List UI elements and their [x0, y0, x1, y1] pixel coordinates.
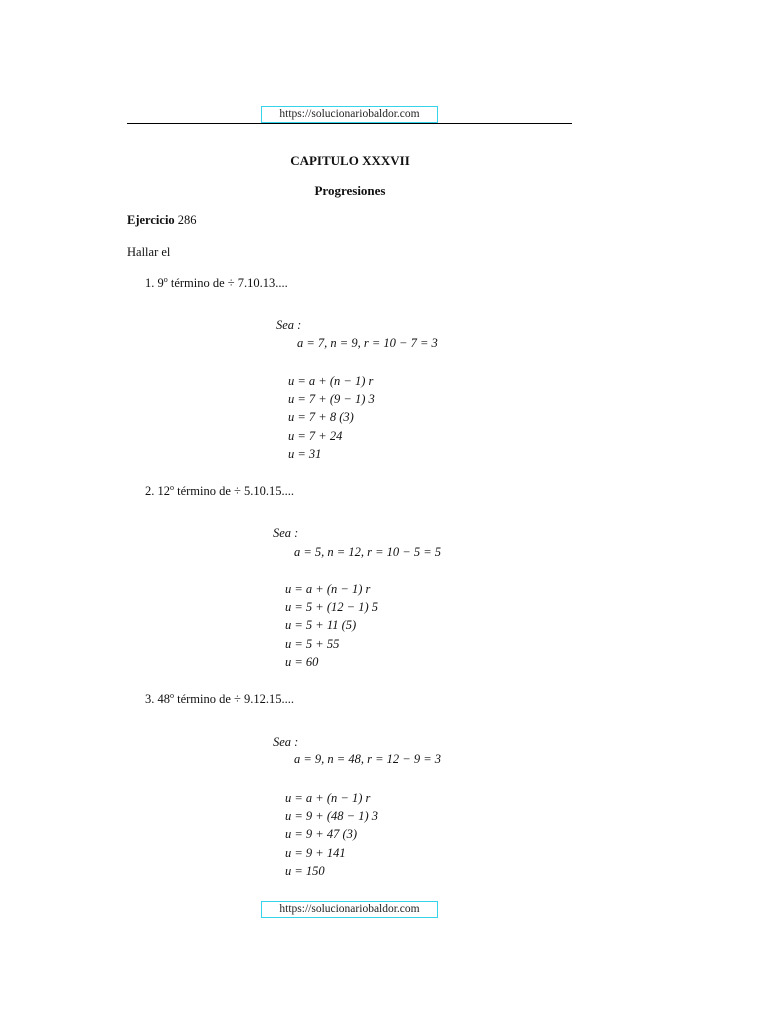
problem-2-given: a = 5, n = 12, r = 10 − 5 = 5	[294, 545, 442, 559]
problem-2-steps	[285, 580, 378, 671]
exercise-label: Ejercicio	[127, 213, 175, 227]
footer-link[interactable]: https://solucionariobaldor.com	[261, 901, 438, 918]
problem-ordinal: 12	[157, 484, 170, 499]
ordinal-mark: o	[170, 483, 174, 492]
problem-text: término de ÷ 9.12.15....	[174, 692, 295, 707]
problem-3-statement	[145, 691, 294, 707]
problem-number: 3.	[145, 692, 155, 707]
step-line: u = 5 + 11 (5)	[285, 618, 357, 633]
problem-ordinal: 9	[157, 276, 164, 291]
step-line: u = 5 + (12 − 1) 5	[285, 600, 379, 615]
step-line: u = 7 + 24	[288, 428, 343, 443]
problem-3-steps	[285, 789, 378, 880]
problem-1-given: a = 7, n = 9, r = 10 − 7 = 3	[297, 336, 438, 350]
chapter-title: CAPITULO XXXVII	[290, 153, 410, 168]
ordinal-mark: o	[163, 275, 168, 284]
step-line: u = 9 + (48 − 1) 3	[285, 809, 379, 824]
ordinal-mark: o	[170, 691, 174, 700]
step-line: u = 9 + 47 (3)	[285, 827, 358, 842]
step-line: u = a + (n − 1) r	[285, 582, 371, 596]
problem-number: 1.	[145, 276, 155, 291]
intro-text: Hallar el	[127, 245, 171, 259]
problem-3-sea: Sea :	[273, 735, 299, 749]
step-line: u = 60	[285, 654, 319, 669]
header-link[interactable]: https://solucionariobaldor.com	[261, 106, 438, 123]
problem-3-given: a = 9, n = 48, r = 12 − 9 = 3	[294, 752, 442, 766]
problem-2-sea: Sea :	[273, 526, 299, 540]
step-line: u = 7 + 8 (3)	[288, 410, 354, 425]
step-line: u = 5 + 55	[285, 636, 340, 651]
problem-text: término de ÷ 7.10.13....	[167, 276, 288, 291]
problem-number: 2.	[145, 484, 155, 499]
step-line: u = 9 + 141	[285, 845, 346, 860]
exercise-heading	[127, 213, 197, 228]
step-line: u = 7 + (9 − 1) 3	[288, 392, 375, 407]
step-line: u = 150	[285, 863, 325, 878]
section-title: Progresiones	[314, 183, 386, 198]
problem-ordinal: 48	[157, 692, 170, 707]
problem-text: término de ÷ 5.10.15....	[174, 484, 295, 499]
problem-1-steps	[288, 372, 375, 463]
exercise-number: 286	[177, 213, 197, 227]
problem-1-statement	[145, 275, 288, 291]
step-line: u = 31	[288, 446, 322, 461]
step-line: u = a + (n − 1) r	[285, 791, 371, 805]
problem-1-sea: Sea :	[276, 318, 302, 332]
problem-2-statement	[145, 483, 294, 499]
header-rule	[127, 123, 572, 124]
step-line: u = a + (n − 1) r	[288, 374, 374, 388]
